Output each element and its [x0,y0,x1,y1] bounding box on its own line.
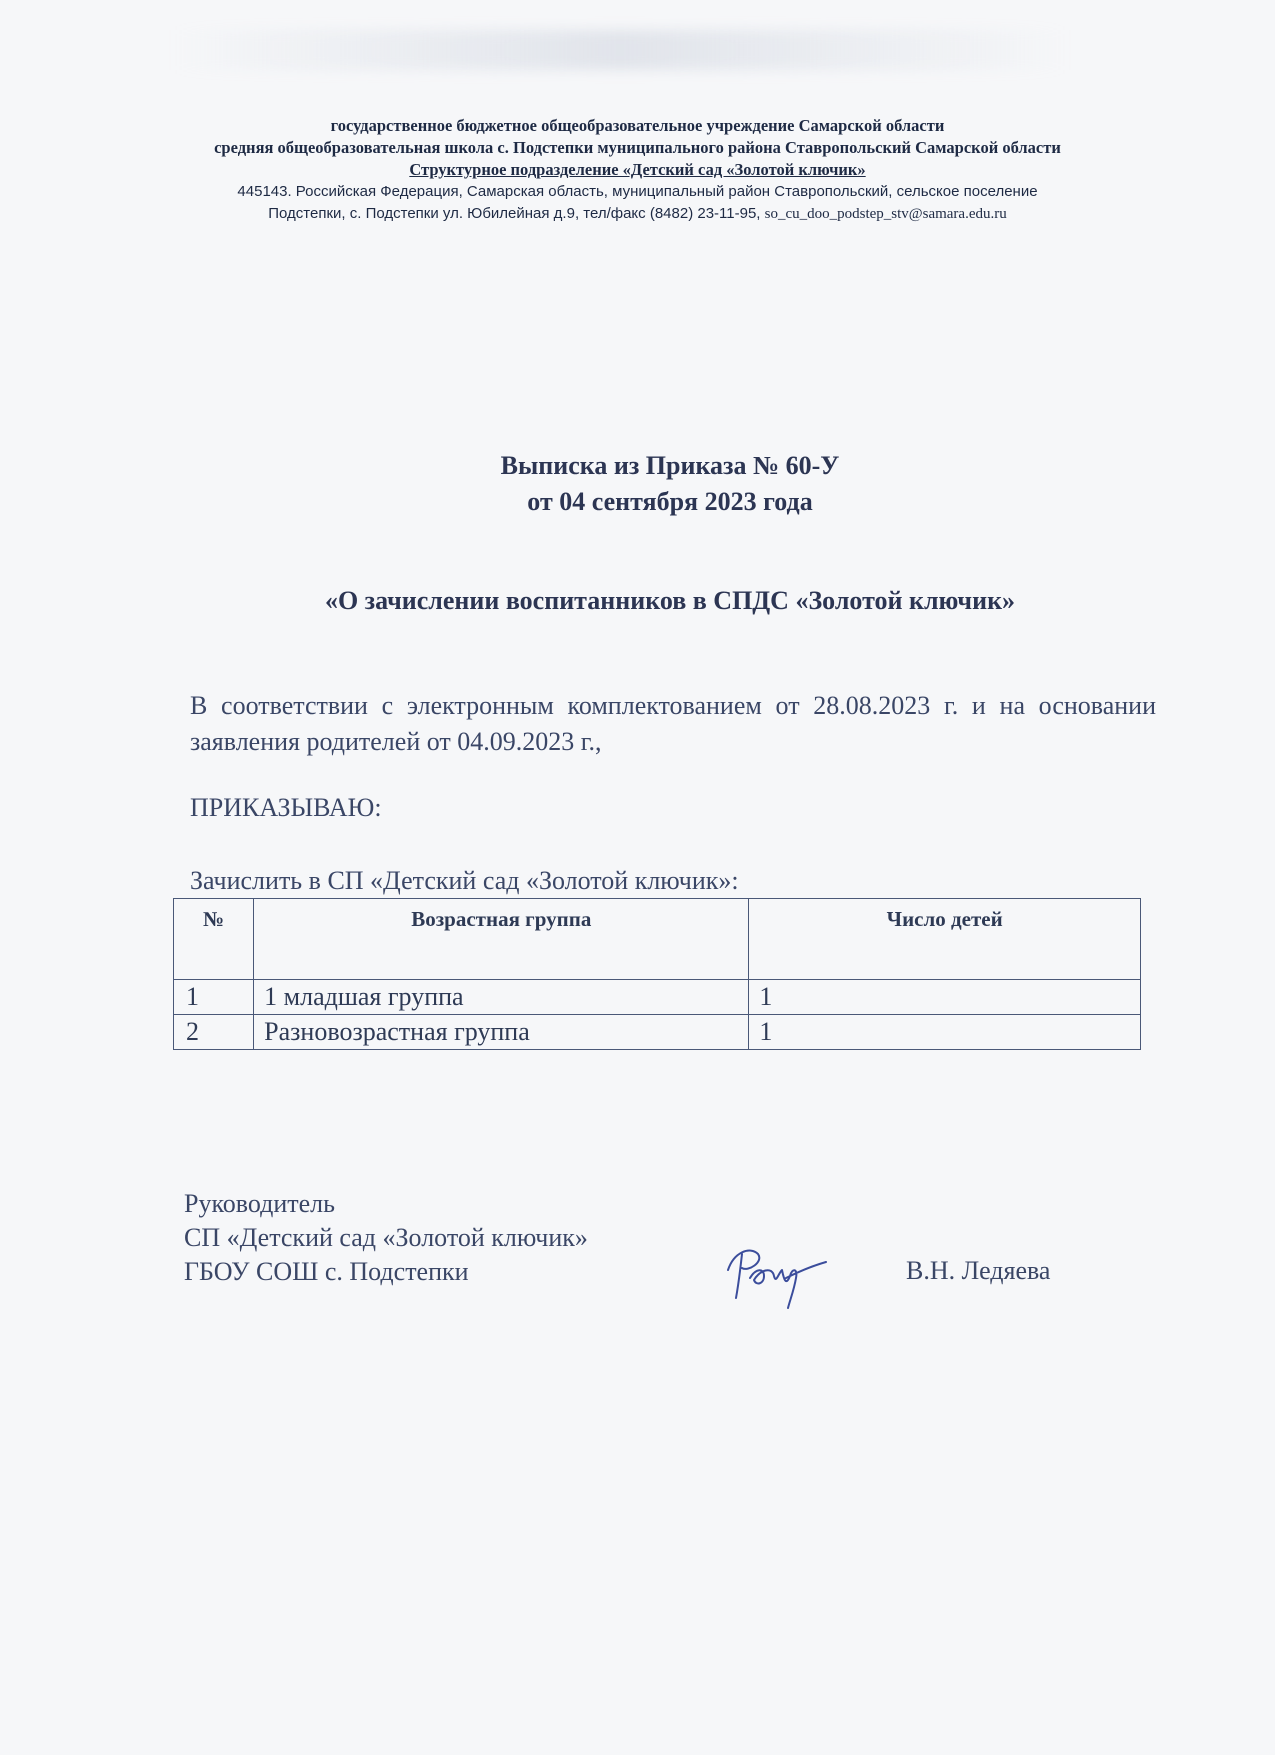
table-cell-number: 2 [174,1015,254,1050]
letterhead-address: 445143. Российская Федерация, Самарская область, муниципальный район Ставропольский, сельское поселение [237,183,1038,200]
signer-block [184,1187,588,1289]
letterhead [0,115,1275,225]
document-subject: «О зачислении воспитанников в СПДС «Золотой ключик» [324,586,1016,615]
table-row [174,980,1141,1015]
handwritten-signature [720,1232,830,1312]
letterhead-address-line2: Подстепки, с. Подстепки ул. Юбилейная д.9, тел/факс (8482) 23-11-95, [268,205,765,222]
signer-name: В.Н. Ледяева [906,1256,1051,1285]
table-header-count: Число детей [749,899,1141,980]
signer-title: Руководитель [184,1189,335,1218]
order-word: ПРИКАЗЫВАЮ: [190,793,382,822]
table-cell-count: 1 [749,980,1141,1015]
letterhead-school: средняя общеобразовательная школа с. Подстепки муниципального района Ставропольский Самарской области [214,138,1061,157]
document-title-line1: Выписка из Приказа № 60-У [500,451,840,480]
enroll-line: Зачислить в СП «Детский сад «Золотой ключик»: [190,866,739,895]
table-header-group: Возрастная группа [254,899,749,980]
groups-table [173,898,1141,1050]
signer-school: ГБОУ СОШ с. Подстепки [184,1257,469,1286]
letterhead-institution: государственное бюджетное общеобразовательное учреждение Самарской области [330,116,945,135]
table-cell-group: Разновозрастная группа [254,1015,749,1050]
document-title-line2: от 04 сентября 2023 года [527,487,813,516]
table-cell-count: 1 [749,1015,1141,1050]
scan-artifact [170,30,1070,70]
letterhead-contacts [0,203,1275,225]
letterhead-division: Структурное подразделение «Детский сад «Золотой ключик» [409,160,866,179]
document-title [0,448,1275,520]
letterhead-email: so_cu_doo_podstep_stv@samara.edu.ru [764,206,1007,222]
table-cell-number: 1 [174,980,254,1015]
table-header-number: № [174,899,254,980]
table-cell-group: 1 младшая группа [254,980,749,1015]
document-body: В соответствии с электронным комплектованием от 28.08.2023 г. и на основании заявления родителей от 04.09.2023 г., [190,691,1156,756]
table-row [174,1015,1141,1050]
table-header-row [174,899,1141,980]
signer-organization: СП «Детский сад «Золотой ключик» [184,1223,588,1252]
